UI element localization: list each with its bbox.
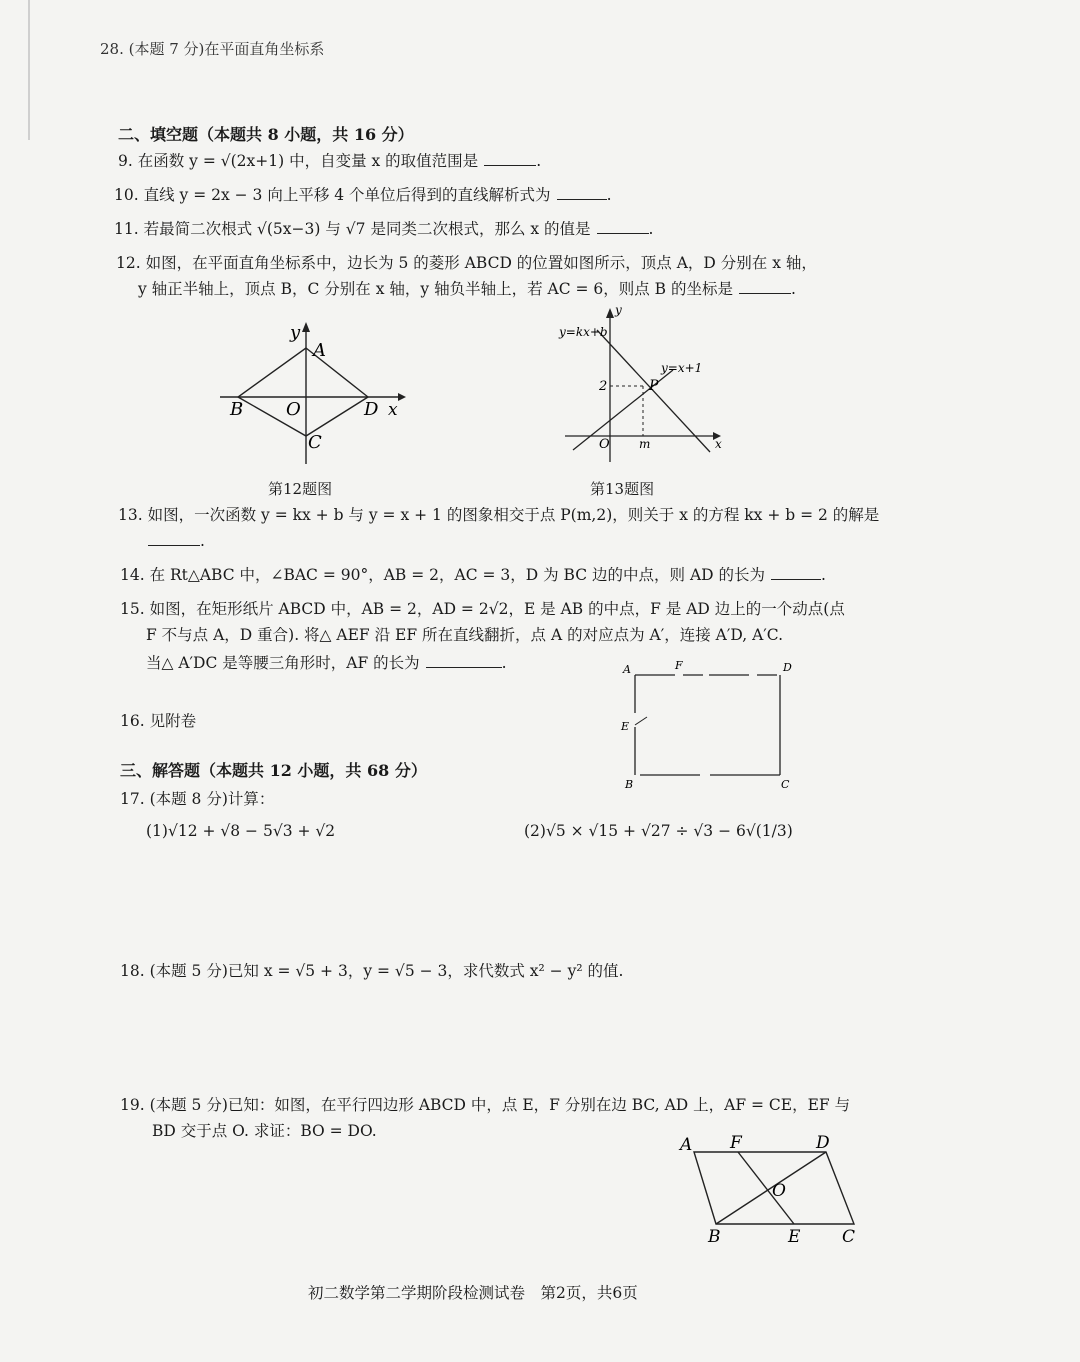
label-x: x [388, 400, 398, 420]
q10-text: 10. 直线 y = 2x − 3 向上平移 4 个单位后得到的直线解析式为 [114, 186, 551, 204]
question-11 [114, 218, 653, 240]
label-b: B [708, 1227, 721, 1247]
label-o: O [772, 1181, 786, 1201]
top-fragment: 28. (本题 7 分)在平面直角坐标系 [100, 40, 325, 58]
label-d: D [816, 1133, 830, 1153]
label-d: D [364, 399, 379, 420]
q11-text: 11. 若最简二次根式 √(5x−3) 与 √7 是同类二次根式，那么 x 的值是 [114, 220, 591, 238]
label-f: F [675, 659, 683, 672]
q9-end: . [536, 152, 542, 170]
question-19-line1: 19. (本题 5 分)已知：如图，在平行四边形 ABCD 中，点 E，F 分别在边 BC, AD 上，AF = CE，EF 与 [120, 1096, 851, 1114]
q12-end: . [791, 280, 796, 298]
figure-12-caption: 第12题图 [268, 480, 333, 498]
label-b: B [625, 778, 634, 791]
label-a: A [680, 1135, 693, 1155]
q14-end: . [821, 566, 826, 584]
question-12-line2 [138, 278, 796, 300]
section2-title: 二、填空题（本题共 8 小题，共 16 分） [118, 125, 414, 144]
scan-edge-mark [28, 0, 30, 140]
label-f: F [730, 1133, 742, 1153]
label-o: O [286, 399, 301, 420]
question-15-line2: F 不与点 A，D 重合). 将△ AEF 沿 EF 所在直线翻折，点 A 的对应点为 A′，连接 A′D, A′C. [146, 626, 784, 644]
question-19-line2: BD 交于点 O. 求证：BO = DO. [152, 1122, 377, 1140]
q11-end: . [648, 220, 654, 238]
label-y: y [290, 322, 301, 343]
q13-end: . [200, 532, 205, 550]
label-m: m [639, 437, 651, 451]
question-16: 16. 见附卷 [120, 712, 197, 730]
question-12-line1: 12. 如图，在平面直角坐标系中，边长为 5 的菱形 ABCD 的位置如图所示，顶点 A，D 分别在 x 轴， [116, 254, 817, 272]
x-axis-arrow [398, 393, 406, 401]
diagonal-bd [716, 1152, 826, 1224]
label-a: A [313, 340, 326, 361]
answer-blank [597, 219, 649, 234]
label-y: y [615, 303, 622, 317]
figure-12 [210, 318, 420, 472]
question-18: 18. (本题 5 分)已知 x = √5 + 3，y = √5 − 3，求代数式 x² − y² 的值. [120, 962, 624, 980]
question-15-line3 [146, 652, 507, 674]
question-17-title: 17. (本题 8 分)计算： [120, 790, 275, 808]
answer-blank [771, 565, 821, 580]
figure-15 [615, 655, 805, 799]
answer-blank [739, 279, 791, 294]
question-15-line1: 15. 如图，在矩形纸片 ABCD 中，AB = 2，AD = 2√2，E 是 AB 的中点，F 是 AD 边上的一个动点(点 [120, 600, 845, 618]
question-9 [118, 150, 541, 172]
figure-19 [676, 1130, 876, 1254]
y-axis-arrow [606, 308, 614, 318]
label-two: 2 [599, 379, 608, 394]
label-e: E [621, 720, 630, 733]
y-axis-arrow [302, 322, 310, 332]
figure-13-caption: 第13题图 [590, 480, 655, 498]
page-footer: 初二数学第二学期阶段检测试卷 第2页，共6页 [308, 1284, 638, 1302]
q14-text: 14. 在 Rt△ABC 中，∠BAC = 90°，AB = 2，AC = 3，D 为 BC 边的中点，则 AD 的长为 [120, 566, 765, 584]
label-line2: y=x+1 [661, 361, 703, 375]
q15-end: . [501, 654, 507, 672]
rhombus-abcd [238, 348, 368, 436]
label-e: E [788, 1227, 801, 1247]
question-13-line1: 13. 如图，一次函数 y = kx + b 与 y = x + 1 的图象相交于点 P(m,2)，则关于 x 的方程 kx + b = 2 的解是 [118, 506, 880, 524]
label-x: x [715, 437, 722, 451]
q12-text: y 轴正半轴上，顶点 B，C 分别在 x 轴，y 轴负半轴上，若 AC = 6，则点 B 的坐标是 [138, 280, 733, 298]
label-c: C [308, 432, 322, 453]
answer-blank [426, 653, 502, 668]
q15-text: 当△ A′DC 是等腰三角形时，AF 的长为 [146, 654, 420, 672]
question-17-part2: (2)√5 × √15 + √27 ÷ √3 − 6√(1/3) [524, 822, 793, 840]
question-10 [114, 184, 612, 206]
question-14 [120, 564, 826, 586]
q9-text: 9. 在函数 y = √(2x+1) 中，自变量 x 的取值范围是 [118, 152, 479, 170]
question-17-part1: (1)√12 + √8 − 5√3 + √2 [146, 822, 336, 840]
answer-blank [484, 151, 536, 166]
label-b: B [230, 399, 244, 420]
label-c: C [842, 1227, 856, 1247]
label-c: C [781, 778, 790, 791]
fold-mark [635, 717, 647, 725]
section3-title: 三、解答题（本题共 12 小题，共 68 分） [120, 761, 427, 780]
answer-blank [148, 531, 200, 546]
label-a: A [623, 663, 631, 676]
label-d: D [783, 661, 792, 674]
label-o: O [599, 437, 610, 452]
question-13-line2 [148, 530, 205, 552]
label-p: P [649, 378, 659, 394]
label-line1: y=kx+b [559, 325, 608, 339]
figure-13 [555, 300, 735, 469]
answer-blank [557, 185, 607, 200]
q10-end: . [606, 186, 612, 204]
